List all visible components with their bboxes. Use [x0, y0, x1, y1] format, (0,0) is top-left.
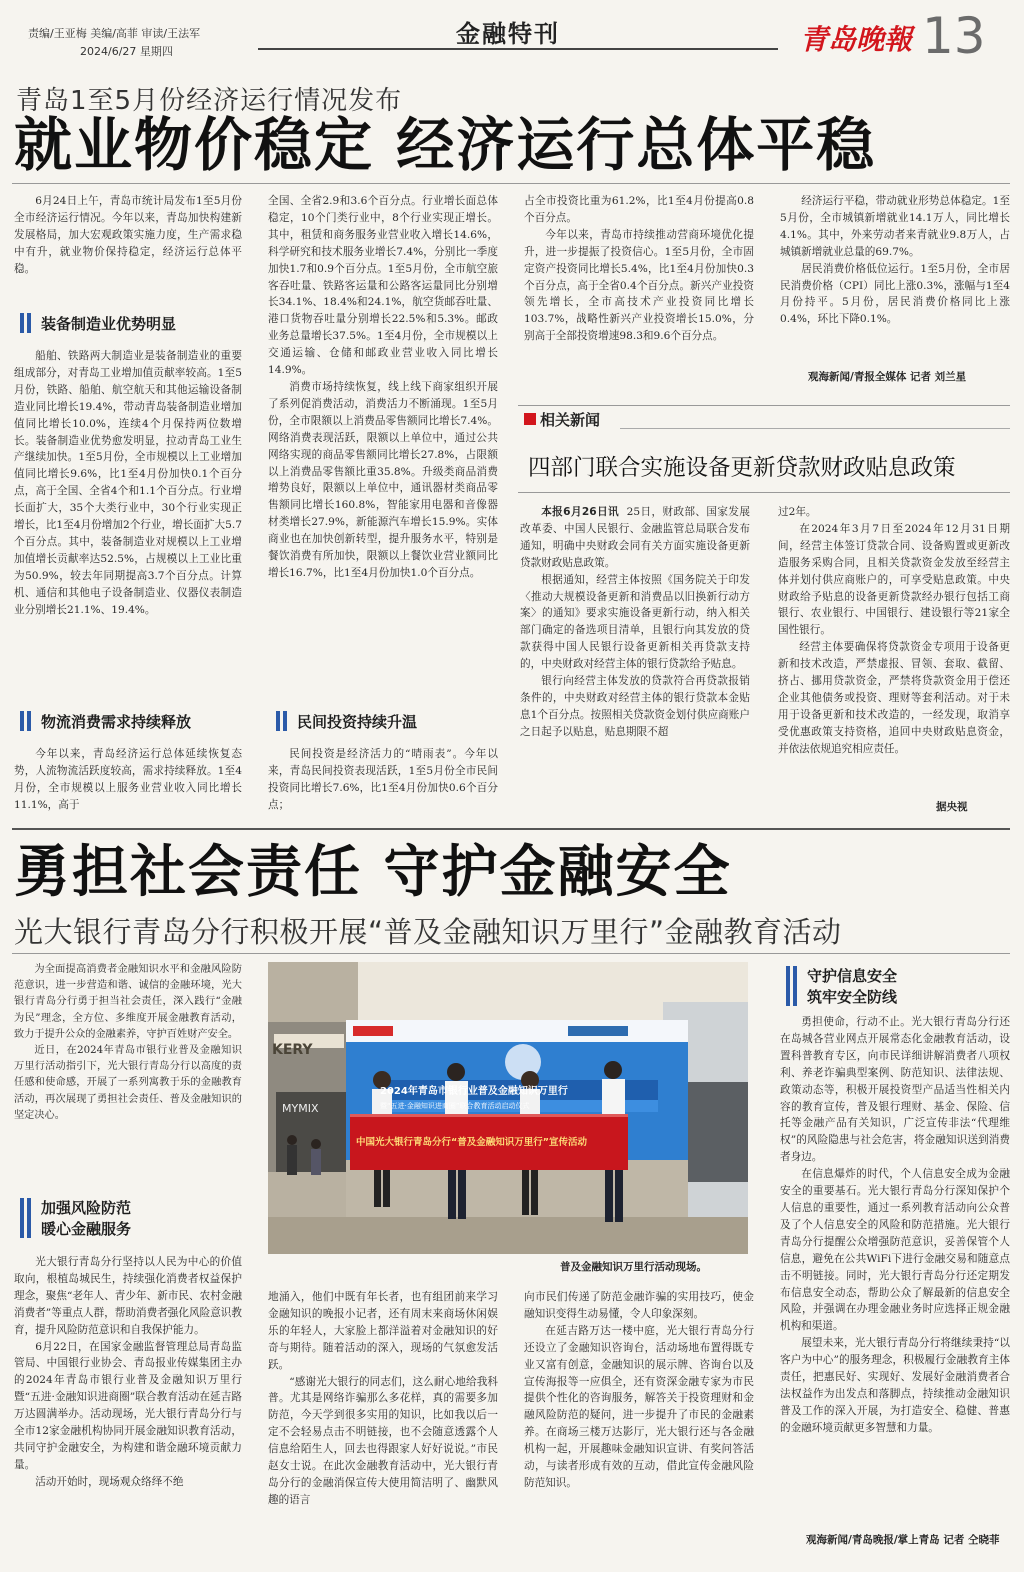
subhead-logistics-title: 物流消费需求持续释放 [41, 712, 192, 731]
paragraph: 近日，在2024年青岛市银行业普及金融知识万里行活动指引下，光大银行青岛分行以高度的责任感和使命感，开展了一系列寓教于乐的金融教育活动，再次展现了勇担社会责任、普及金融知识的坚定决心。 [14, 1045, 242, 1121]
paragraph: 在信息爆炸的时代，个人信息安全成为金融安全的重要基石。光大银行青岛分行深知保护个人信息的重要性，通过一系列教育活动向公众普及了个人信息安全的风险和防范措施。光大银行青岛分行提醒公众增强防范意识，妥善保管个人信息，避免在公共WiFi下进行金融交易和随意点击不明链接。同时，光大银行青岛分行还定期发布信息安全动态，帮助公众了解最新的信息安全风险，并强调在办理金融业务时应选择正规金融机构和渠道。 [780, 1168, 1010, 1333]
paragraph: 银行向经营主体发放的贷款符合再贷款报销条件的，中央财政对经营主体的银行贷款本金贴息1个百分点。按照相关贷款资金划付供应商账户之日起予以贴息，贴息期限不超 [520, 675, 750, 738]
lead-paragraph: 6月24日上午，青岛市统计局发布1至5月份全市经济运行情况。今年以来，青岛加快构建新发展格局，加大宏观政策实施力度，生产需求稳中有升，就业物价保持稳定，经济运行总体平稳。 [14, 195, 242, 275]
subhead-bar [786, 966, 790, 1006]
paragraph: 在延吉路万达一楼中庭，光大银行青岛分行还设立了金融知识咨询台，活动场地布置得既专业又富有创意，金融知识的展示牌、咨询台以及宣传海报等一应俱全，还有资深金融专家为市民提供个性化的咨询服务，解答关于投资理财和金融风险防范的疑问，进一步提升了市民的金融素养。在商场三楼万达影厅，光大银行还与各金融机构一起，开展趣味金融知识宣讲、有奖问答活动，与读者形成有效的互动，借此宣传金融风险防范知识。 [524, 1324, 754, 1489]
photo-backdrop-text: 2024年青岛市银行业普及金融知识万里行 [380, 1086, 568, 1097]
photo-store-sign: KERY [272, 1042, 313, 1058]
article1-col1-body [14, 348, 242, 703]
subhead-private-investment-title: 民间投资持续升温 [297, 712, 418, 731]
related-dateline: 本报6月26日讯 [541, 506, 620, 518]
article1-byline: 观海新闻/青报全媒体 记者 刘兰星 [808, 371, 967, 383]
paragraph: 勇担使命，行动不止。光大银行青岛分行还在岛城各营业网点开展常态化金融教育活动，设置科普教育专区，向市民详细讲解消费者八项权利、养老诈骗典型案例、防范知识、法律法规、政策动态等，积极开展投资型产品适当性相关内容的教育宣传，普及银行理财、基金、保险、信托等金融产品有关知识，广泛宣传非法“代理维权”的风险隐患与社会危害，将金融知识送到消费者身边。 [780, 1016, 1010, 1164]
related-top-rule [518, 405, 1010, 406]
subhead-risk-prevention-title [41, 1198, 131, 1240]
related-source: 据央视 [936, 801, 968, 813]
photo-store-sign2: MYMIX [282, 1102, 319, 1115]
subhead-info-security-title [807, 966, 897, 1008]
paper-name: 青岛晚報 [800, 23, 913, 56]
article1-col3-body [524, 193, 754, 388]
paragraph: 活动开始时，现场观众络绎不绝 [35, 1475, 184, 1488]
article1-headline: 就业物价稳定 经济运行总体平稳 [14, 111, 877, 179]
header-rule-left [258, 48, 778, 50]
subhead-bar [27, 1198, 31, 1238]
related-tag-box [524, 413, 536, 425]
paragraph: 经营主体要确保将贷款资金专项用于设备更新和技术改造，严禁虚报、冒领、套取、截留、挤占、挪用贷款资金，严禁将贷款资金用于偿还企业其他债务或投资、理财等套利活动。对于未用于设备更新和技术改造的，一经发现，取消享受优惠政策支持资格，追回中央财政贴息资金，并依法依规追究相应责任。 [778, 641, 1010, 755]
subhead-bar [20, 711, 24, 731]
article1-col4-body [780, 193, 1010, 368]
related-col1 [520, 504, 750, 816]
subhead-bar [27, 711, 31, 731]
paragraph: 民间投资是经济活力的“晴雨表”。今年以来，青岛民间投资表现活跃，1至5月份全市民间投资同比增长7.6%，比1至4月份加快0.6个百分点； [268, 748, 498, 811]
photo-backdrop-sub: 暨“五进·金融知识进商圈”联合教育活动启动仪式 [380, 1102, 530, 1110]
paragraph: 船舶、铁路两大制造业是装备制造业的重要组成部分，对青岛工业增加值贡献率较高。1至5月份，铁路、船舶、航空航天和其他运输设备制造业同比增长19.4%，带动青岛装备制造业增加值同比增长10.0%，连续4个月保持两位数增长。装备制造业优势愈发明显，拉动青岛工业生产继续加快。1至5月份，全市规模以上工业增加值同比增长9.6%，比1至4月份加快0.1个百分点，高于全国、全省4个和1.1个百分点。行业增长面扩大，35个大类行业中，30个行业实现正增长，比1至4月份增加2个行业，增长面扩大5.7个百分点。其中，装备制造业对规模以上工业增加值增长贡献率达52.5%，占规模以上工业比重为50.9%，较去年同期提高3.7个百分点。计算机、通信和其他电子设备制造业、仪器仪表制造业分别增长21.1%、19.4%。 [14, 350, 242, 616]
article2-intro [14, 962, 242, 1190]
paragraph: 过2年。 [778, 506, 817, 518]
article2-col3-body [524, 1289, 754, 1568]
subhead-line: 加强风险防范 [41, 1199, 132, 1217]
subhead-equipment [20, 310, 176, 336]
paragraph: 展望未来，光大银行青岛分行将继续秉持“以客户为中心”的服务理念，积极履行金融教育主体责任，把惠民好、实现好、发展好金融消费者合法权益作为出发点和落脚点，持续推动金融知识普及工作的深入开展，为打造安全、稳健、普惠的金融环境贡献更多智慧和力量。 [780, 1337, 1010, 1434]
related-col2 [778, 504, 1010, 797]
editors-line: 责编/王亚梅 美编/高菲 审读/王法军 [28, 27, 201, 40]
article1-col1-body2 [14, 746, 242, 816]
section-divider [12, 828, 1010, 830]
paragraph [520, 504, 750, 572]
article2-top-rule [12, 953, 1010, 954]
subhead-bar [20, 1198, 24, 1238]
paragraph: 向市民们传递了防范金融诈骗的实用技巧，使金融知识变得生动易懂，令人印象深刻。 [524, 1291, 754, 1320]
paragraph: 6月22日，在国家金融监督管理总局青岛监管局、中国银行业协会、青岛报业传媒集团主办的2024年青岛市银行业普及金融知识万里行暨“五进·金融知识进商圈”联合教育活动在延吉路万达圆满举办。活动现场，光大银行青岛分行与全市12家金融机构协同开展金融知识教育活动，共同守护金融安全，为构建和谐金融环境贡献力量。 [14, 1340, 242, 1471]
subhead-line: 守护信息安全 [807, 967, 898, 985]
issue-date: 2024/6/27 星期四 [80, 45, 173, 58]
subhead-line: 筑牢安全防线 [807, 988, 898, 1006]
subhead-bar [276, 711, 280, 731]
photo-caption: 普及金融知识万里行活动现场。 [560, 1261, 707, 1273]
subhead-equipment-title: 装备制造业优势明显 [41, 314, 177, 333]
paragraph: 占全市投资比重为61.2%，比1至4月份提高0.8个百分点。 [524, 195, 754, 224]
subhead-info-security [786, 966, 897, 1008]
subhead-risk-prevention [20, 1198, 131, 1240]
article1-lead [14, 193, 242, 295]
related-headline: 四部门联合实施设备更新贷款财政贴息政策 [528, 455, 956, 481]
article2-subheadline: 光大银行青岛分行积极开展“普及金融知识万里行”金融教育活动 [14, 915, 842, 949]
paragraph: 全国、全省2.9和3.6个百分点。行业增长面总体稳定，10个门类行业中，8个行业实现正增长。其中，租赁和商务服务业营业收入增长14.6%，科学研究和技术服务业增长7.4%，分别比一季度加快1.7和0.9个百分点。1至5月份，全市航空旅客吞吐量、铁路客运量和公路客运量同比分别增长34.1%、18.4%和24.1%，航空货邮吞吐量、港口货物吞吐量分别增长22.5%和5.3%。邮政业务总量增长37.5%。1至4月份，全市规模以上交通运输、仓储和邮政业营业收入同比增长14.9%。 [268, 195, 498, 377]
photo-banner-text: 中国光大银行青岛分行“普及金融知识万里行”宣传活动 [356, 1137, 587, 1148]
article1-col2-body [268, 193, 498, 702]
article1-kicker: 青岛1至5月份经济运行情况发布 [16, 86, 403, 116]
event-photo [268, 962, 748, 1254]
subhead-line: 暖心金融服务 [41, 1220, 132, 1238]
section-title: 金融特刊 [456, 20, 560, 48]
subhead-bar [20, 313, 24, 333]
article1-col2-body2 [268, 746, 498, 816]
paragraph: 居民消费价格低位运行。1至5月份，全市居民消费价格（CPI）同比上涨0.3%，涨幅与1至4月份持平。5月份，居民消费价格同比上涨0.4%，环比下降0.1%。 [780, 262, 1010, 326]
paragraph: 为全面提高消费者金融知识水平和金融风险防范意识，进一步营造和谐、诚信的金融环境，光大银行青岛分行勇于担当社会责任，深入践行“金融为民”理念，全方位、多维度开展金融教育活动，致力于提升公众的金融素养，守护百姓财产安全。 [14, 964, 242, 1040]
subhead-bar [793, 966, 797, 1006]
related-headline-rule [518, 492, 1010, 493]
article2-headline: 勇担社会责任 守护金融安全 [14, 840, 732, 905]
subhead-logistics [20, 708, 191, 734]
related-tag: 相关新闻 [540, 411, 601, 429]
page-number: 13 [922, 7, 986, 65]
paragraph: 经济运行平稳，带动就业形势总体稳定。1至5月份，全市城镇新增就业14.1万人，同比增长4.1%。其中，外来劳动者来青就业9.8万人，占城镇新增就业总量的69.7%。 [780, 195, 1010, 258]
paragraph: “感谢光大银行的同志们，这么耐心地给我科普。尤其是网络诈骗那么多花样，真的需要多加防范，今天学到很多实用的知识，比如我以后一定不会轻易点击不明链接，也不会随意透露个人信息给陌生人，回去也得跟家人好好说说。”市民赵女士说。在此次金融教育活动中，光大银行青岛分行的金融消保宣传大使用简洁明了、幽默风趣的语言 [268, 1375, 498, 1506]
paragraph: 在2024年3月7日至2024年12月31日期间，经营主体签订贷款合同、设备购置或更新改造服务采购合同，且相关贷款资金发放至经营主体并划付供应商账户的，可享受贴息政策。中央财政给予贴息的设备更新贷款经办银行包括工商银行、农业银行、中国银行、建设银行等21家全国性银行。 [778, 522, 1010, 637]
related-lead: 25日，财政部、国家发展改革委、中国人民银行、金融监管总局联合发布通知，明确中央财政会同有关方面实施设备更新贷款财政贴息政策。 [520, 506, 750, 569]
paragraph: 今年以来，青岛经济运行总体延续恢复态势，人流物流活跃度较高，需求持续释放。1至4月份，全市规模以上服务业营业收入同比增长11.1%，高于 [14, 748, 242, 811]
paragraph: 根据通知，经营主体按照《国务院关于印发〈推动大规模设备更新和消费品以旧换新行动方案〉的通知》要求实施设备更新行动，纳入相关部门确定的备选项目清单，且银行向其发放的贷款获得中国人民银行设备更新相关再贷款支持的，中央财政对经营主体的银行贷款给予贴息。 [520, 573, 750, 671]
subhead-bar [283, 711, 287, 731]
article2-col1-body [14, 1254, 242, 1568]
article2-col2-body [268, 1289, 498, 1568]
article2-col4-body [780, 1014, 1010, 1528]
paragraph: 光大银行青岛分行坚持以人民为中心的价值取向，根植岛城民生，持续强化消费者权益保护理念，聚焦“老年人、青少年、新市民、农村金融消费者”等重点人群，帮助消费者强化风险意识教育，提升风险防范意识和自我保护能力。 [14, 1256, 242, 1336]
related-tag-rule [620, 428, 1010, 429]
article2-byline: 观海新闻/青岛晚报/掌上青岛 记者 仝晓菲 [806, 1534, 1000, 1546]
paragraph: 今年以来，青岛市持续推动营商环境优化提升，进一步提振了投资信心。1至5月份，全市固定资产投资同比增长5.4%，比1至4月份加快0.3个百分点，高于全省0.4个百分点。新兴产业投资领先增长，全市高技术产业投资同比增长103.7%，战略性新兴产业投资增长15.0%，分别高于全部投资增速98.3和9.6个百分点。 [524, 228, 754, 343]
subhead-bar [27, 313, 31, 333]
article1-top-rule [12, 183, 1010, 184]
subhead-private-investment [276, 708, 417, 734]
paragraph: 地涌入，他们中既有年长者，也有组团前来学习金融知识的晚报小记者，还有周末来商场休闲娱乐的年轻人，大家脸上都洋溢着对金融知识的好奇与期待。随着活动的深入，现场的气氛愈发活跃。 [268, 1291, 498, 1371]
paragraph: 消费市场持续恢复，线上线下商家组织开展了系列促消费活动，消费活力不断涌现。1至5月份，全市限额以上消费品零售额同比增长7.4%。网络消费表现活跃，限额以上单位中，通过公共网络实现的商品零售额同比增长27.8%，占限额以上消费品零售额比重35.8%。升级类商品消费增势良好，限额以上单位中，通讯器材类商品零售额同比增长160.8%，智能家用电器和音像器材类增长27.9%，新能源汽车增长15.9%。实体商业也在加快创新转型，提升服务水平，特别是餐饮消费有所加快，限额以上餐饮业营业额同比增长16.7%，比1至4月份加快1.0个百分点。 [268, 380, 498, 579]
